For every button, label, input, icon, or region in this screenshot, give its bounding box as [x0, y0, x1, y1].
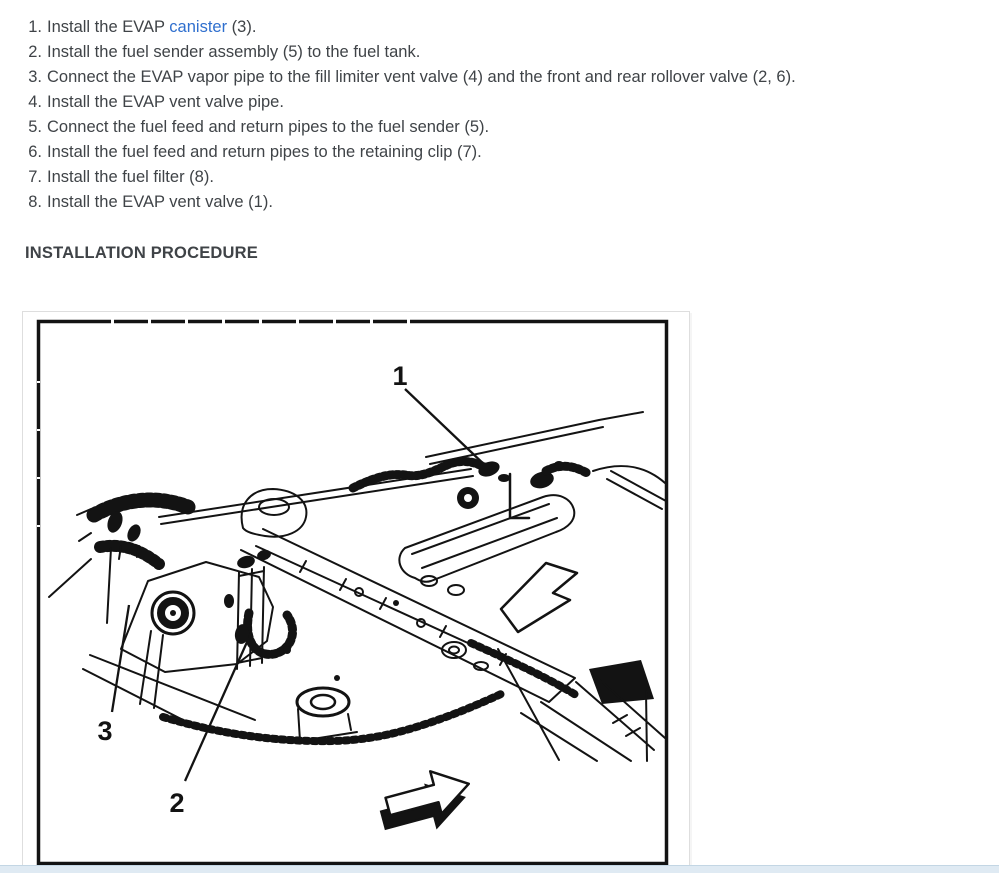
step-text-segment: Install the EVAP — [47, 18, 170, 36]
instruction-step — [0, 190, 980, 215]
step-text — [47, 93, 284, 112]
step-text — [47, 193, 273, 212]
instruction-step — [0, 65, 980, 90]
machinery-drawing — [49, 412, 666, 761]
step-number: 3. — [28, 68, 42, 86]
installation-diagram — [23, 312, 689, 865]
step-number: 4. — [28, 93, 42, 111]
callouts — [97, 361, 490, 818]
figure-card — [22, 311, 690, 866]
step-text-segment: Install the fuel feed and return pipes to the retaining clip (7). — [47, 143, 482, 161]
instruction-list — [0, 15, 980, 215]
step-number: 7. — [28, 168, 42, 186]
callout-1-leader — [405, 389, 490, 470]
callout-2-leader — [185, 642, 247, 781]
figure-frame — [39, 322, 667, 864]
direction-arrow-icon — [374, 763, 477, 841]
instruction-step — [0, 15, 980, 40]
step-number: 1. — [28, 18, 42, 36]
step-text — [47, 43, 420, 62]
callout-1-label: 1 — [392, 361, 408, 391]
step-text — [47, 143, 482, 162]
step-number: 5. — [28, 118, 42, 136]
instruction-step — [0, 40, 980, 65]
step-text-segment: Install the EVAP vent valve (1). — [47, 193, 273, 211]
instruction-step — [0, 115, 980, 140]
step-text-segment: Connect the EVAP vapor pipe to the fill limiter vent valve (4) and the front and rear rollover valve (2, 6). — [47, 68, 796, 86]
bottom-panel-edge — [0, 865, 999, 873]
step-text-segment: (3). — [227, 18, 257, 36]
step-number: 2. — [28, 43, 42, 61]
step-text — [47, 68, 796, 87]
step-number: 8. — [28, 193, 42, 211]
callout-3-leader — [112, 605, 129, 712]
step-text-segment: Install the fuel filter (8). — [47, 168, 214, 186]
section-heading: INSTALLATION PROCEDURE — [25, 244, 258, 262]
step-number: 6. — [28, 143, 42, 161]
callout-3-label: 3 — [97, 716, 113, 746]
step-text-segment: Install the EVAP vent valve pipe. — [47, 93, 284, 111]
instruction-step — [0, 140, 980, 165]
step-text-segment: Install the fuel sender assembly (5) to the fuel tank. — [47, 43, 421, 61]
step-text-segment: Connect the fuel feed and return pipes to the fuel sender (5). — [47, 118, 490, 136]
step-text — [47, 168, 214, 187]
instruction-step — [0, 165, 980, 190]
instruction-step — [0, 90, 980, 115]
step-text — [47, 118, 489, 137]
callout-2-label: 2 — [169, 788, 185, 818]
step-text — [47, 18, 256, 37]
canister-link[interactable]: canister — [169, 18, 228, 36]
